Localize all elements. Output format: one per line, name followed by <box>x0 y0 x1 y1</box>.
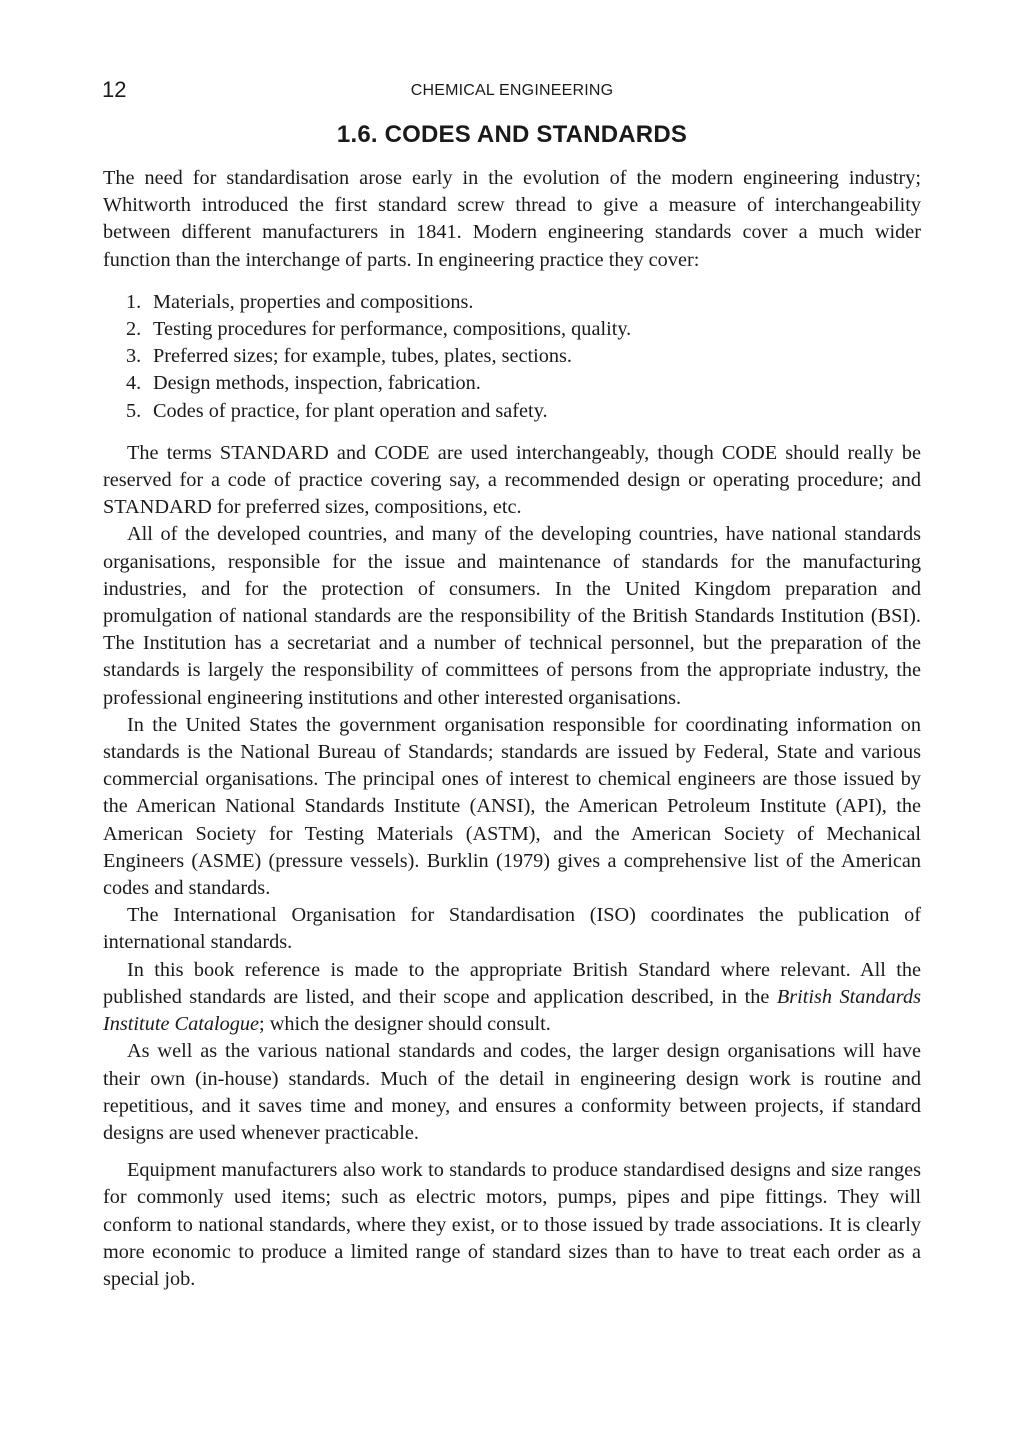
paragraph-developed-countries: All of the developed countries, and many of the developing countries, have national standards organisations, responsible for the issue and maintenance of standards for the manufacturing industries, and for the protection of consumers. In the United Kingdom preparation and promulgation of national standards are the responsibility of the British Standards Institution (BSI). The Institution has a secretariat and a number of technical personnel, but the preparation of the standards is largely the responsibility of committees of persons from the appropriate industry, the professional engineering institutions and other interested organisations. <box>103 523 921 709</box>
paragraph-this-book-lead: In this book reference is made to the appropriate British Standard where relevant. All the published standards are listed, and their scope and application described, in the <box>103 958 921 1008</box>
list-item <box>126 343 921 370</box>
list-item-text: Materials, properties and compositions. <box>153 290 474 313</box>
catalogue-title: British Standards Institute Catalogue <box>103 985 921 1036</box>
paragraph-united-states: In the United States the government organisation responsible for coordinating information on standards is the National Bureau of Standards; standards are issued by Federal, State and various commercial organisations. The principal ones of interest to chemical engineers are those issued by the American National Standards Institute (ANSI), the American Petroleum Institute (API), the American Society for Testing Materials (ASTM), and the American Society of Mechanical Engineers (ASME) (pressure vessels). Burklin (1979) gives a comprehensive list of the American codes and standards. <box>103 713 921 900</box>
body-text <box>103 165 921 1293</box>
list-item-number: 5. <box>126 399 142 422</box>
paragraph-this-book-tail: ; which the designer should consult. <box>259 1013 551 1036</box>
list-item-text: Testing procedures for performance, compositions, quality. <box>153 318 632 341</box>
list-item-number: 3. <box>126 345 142 368</box>
paragraph-this-book <box>103 957 921 1039</box>
page-number: 12 <box>102 77 127 102</box>
list-item-number: 1. <box>126 290 142 313</box>
paragraph-equipment: Equipment manufacturers also work to standards to produce standardised designs and size ranges for commonly used items; such as electric motors, pumps, pipes and pipe fittings. They will conform to national standards, where they exist, or to those issued by trade associations. It is clearly more economic to produce a limited range of standard sizes than to have to treat each order as a special job. <box>103 1159 921 1290</box>
paragraph-intro: The need for standardisation arose early in the evolution of the modern engineering industry; Whitworth introduced the first standard screw thread to give a measure of interchangeability between different manufacturers in 1841. Modern engineering standards cover a much wider function than the interchange of parts. In engineering practice they cover: <box>103 167 921 271</box>
list-item <box>126 316 921 343</box>
list-item-number: 2. <box>126 318 142 341</box>
list-item <box>126 370 921 397</box>
paragraph-iso: The International Organisation for Standardisation (ISO) coordinates the publication of international standards. <box>103 904 921 954</box>
standards-scope-list <box>103 289 921 425</box>
paragraph-terms: The terms STANDARD and CODE are used interchangeably, though CODE should really be reserved for a code of practice covering say, a recommended design or operating procedure; and STANDARD for preferred sizes, compositions, etc. <box>103 441 921 519</box>
section-title: 1.6. CODES AND STANDARDS <box>336 121 688 148</box>
running-head: CHEMICAL ENGINEERING <box>410 82 614 99</box>
paragraph-in-house: As well as the various national standards and codes, the larger design organisations will have their own (in-house) standards. Much of the detail in engineering design work is routine and repetitious, and it saves time and money, and ensures a conformity between projects, if standard designs are used whenever practicable. <box>103 1040 921 1144</box>
list-item-text: Codes of practice, for plant operation and safety. <box>153 399 548 422</box>
list-item-text: Preferred sizes; for example, tubes, plates, sections. <box>153 345 573 368</box>
list-item <box>126 289 921 316</box>
list-item <box>126 398 921 425</box>
list-item-text: Design methods, inspection, fabrication. <box>153 372 481 395</box>
list-item-number: 4. <box>126 372 142 395</box>
